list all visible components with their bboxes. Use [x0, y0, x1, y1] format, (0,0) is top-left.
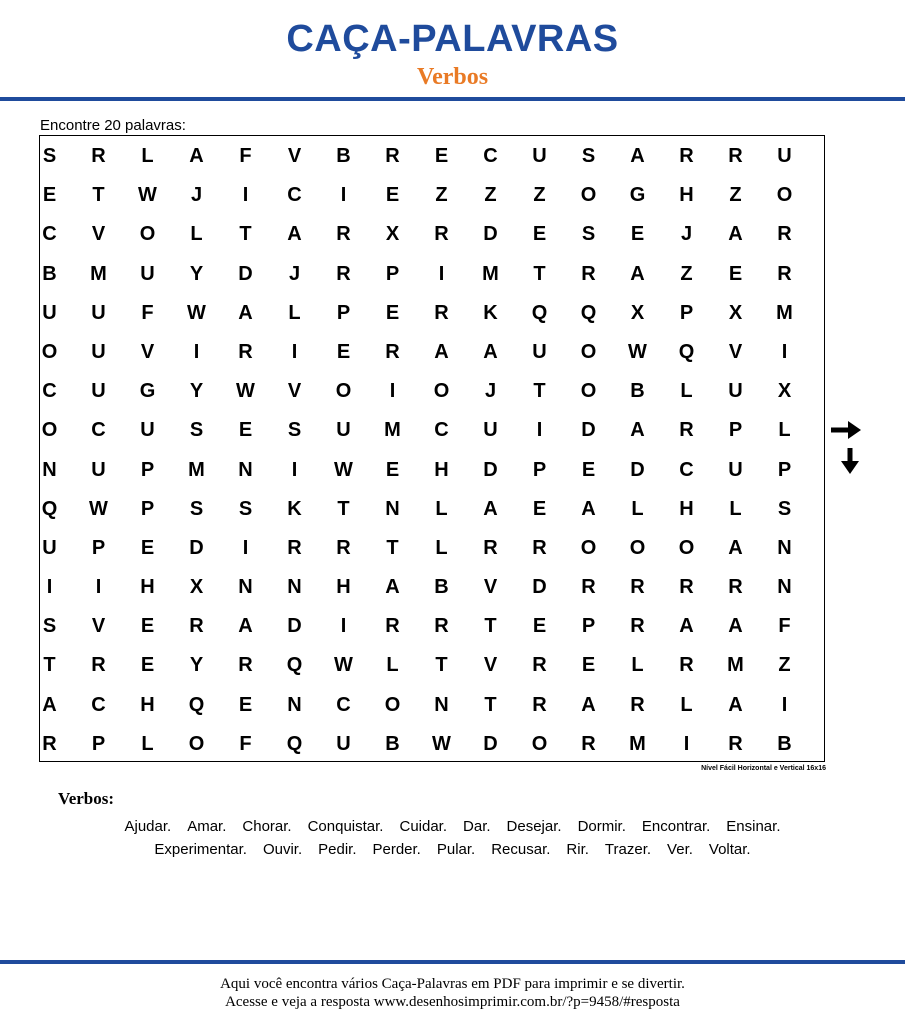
grid-letter: I: [340, 615, 347, 638]
grid-letter: H: [434, 458, 449, 481]
grid-letter: I: [242, 536, 249, 559]
grid-letter: R: [728, 145, 743, 167]
grid-letter: N: [287, 576, 302, 599]
grid-letter: S: [42, 615, 57, 638]
grid-letter: E: [238, 419, 253, 442]
arrow-right-icon: [830, 418, 862, 442]
grid-letter: T: [533, 380, 546, 403]
grid-letter: S: [238, 497, 253, 520]
word-list-item: Ouvir.: [262, 841, 303, 858]
word-list-item: Encontrar.: [641, 818, 711, 835]
grid-letter: E: [434, 145, 449, 167]
grid-letter: P: [91, 732, 106, 755]
grid-letter: S: [42, 145, 57, 167]
grid-letter: U: [91, 301, 106, 324]
grid-letter: O: [433, 380, 450, 403]
word-list-item: Pedir.: [318, 841, 357, 858]
grid-letter: M: [384, 419, 401, 442]
grid-letter: M: [776, 301, 793, 324]
difficulty-note: Nível Fácil Horizontal e Vertical 16x16: [701, 765, 826, 772]
grid-letter: D: [483, 732, 498, 755]
grid-letter: O: [776, 184, 793, 207]
page-subtitle: Verbos: [416, 64, 489, 90]
grid-letter: L: [386, 654, 399, 677]
grid-letter: P: [140, 458, 155, 481]
grid-letter: R: [385, 145, 400, 167]
grid-letter: A: [581, 693, 596, 716]
grid-letter: A: [728, 536, 743, 559]
grid-letter: P: [532, 458, 547, 481]
grid-letter: I: [389, 380, 396, 403]
grid-letter: O: [41, 419, 58, 442]
grid-letter: A: [238, 615, 253, 638]
grid-letter: M: [629, 732, 646, 755]
grid-letter: R: [385, 340, 400, 363]
grid-letter: E: [532, 497, 547, 520]
grid-letter: R: [630, 615, 645, 638]
word-list-item: Ajudar.: [124, 818, 172, 835]
grid-letter: K: [483, 301, 498, 324]
grid-letter: Q: [580, 301, 597, 324]
grid-letter: L: [680, 380, 693, 403]
grid-letter: R: [336, 223, 351, 246]
grid-letter: R: [483, 536, 498, 559]
grid-letter: R: [630, 576, 645, 599]
grid-letter: V: [287, 380, 302, 403]
word-list-item: Voltar.: [708, 841, 751, 858]
grid-letter: B: [385, 732, 400, 755]
grid-letter: P: [777, 458, 792, 481]
grid-letter: L: [141, 145, 154, 167]
grid-letter: M: [727, 654, 744, 677]
grid-letter: E: [630, 223, 645, 246]
grid-letter: E: [385, 458, 400, 481]
grid-letter: X: [189, 576, 204, 599]
word-list-line-2: [0, 841, 905, 858]
grid-letter: U: [483, 419, 498, 442]
grid-letter: O: [580, 536, 597, 559]
grid-letter: A: [189, 145, 204, 167]
grid-letter: R: [581, 732, 596, 755]
grid-letter: U: [42, 536, 57, 559]
grid-letter: L: [190, 223, 203, 246]
grid-letter: U: [140, 419, 155, 442]
grid-letter: V: [483, 654, 498, 677]
grid-letter: C: [434, 419, 449, 442]
grid-letter: A: [728, 615, 743, 638]
grid-letter: O: [335, 380, 352, 403]
grid-letter: L: [729, 497, 742, 520]
page-title: CAÇA-PALAVRAS: [286, 18, 619, 60]
grid-letter: U: [728, 458, 743, 481]
grid-letter: W: [138, 184, 157, 207]
grid-letter: I: [536, 419, 543, 442]
grid-letter: U: [728, 380, 743, 403]
grid-letter: C: [91, 419, 106, 442]
grid-letter: E: [581, 654, 596, 677]
grid-letter: R: [679, 576, 694, 599]
grid-letter: O: [188, 732, 205, 755]
grid-letter: T: [337, 497, 350, 520]
grid-letter: L: [680, 693, 693, 716]
grid-letter: R: [679, 145, 694, 167]
grid-letter: L: [435, 536, 448, 559]
grid-letter: R: [385, 615, 400, 638]
grid-letter: P: [91, 536, 106, 559]
grid-letter: O: [139, 223, 156, 246]
grid-letter: R: [238, 654, 253, 677]
grid-letter: T: [92, 184, 105, 207]
grid-letter: P: [140, 497, 155, 520]
grid-letter: I: [438, 262, 445, 285]
grid-letter: N: [434, 693, 449, 716]
word-list-item: Amar.: [187, 818, 227, 835]
word-list-item: Experimentar.: [154, 841, 247, 858]
grid-letter: B: [336, 145, 351, 167]
grid-letter: A: [630, 419, 645, 442]
grid-letter: Z: [435, 184, 448, 207]
grid-letter: E: [728, 262, 743, 285]
grid-letter: C: [483, 145, 498, 167]
grid-letter: I: [193, 340, 200, 363]
grid-letter: W: [628, 340, 647, 363]
grid-letter: R: [42, 732, 57, 755]
grid-letter: R: [91, 145, 106, 167]
grid-letter: A: [434, 340, 449, 363]
grid-letter: H: [140, 576, 155, 599]
grid-letter: C: [42, 223, 57, 246]
grid-letter: R: [189, 615, 204, 638]
grid-letter: R: [238, 340, 253, 363]
grid-letter: G: [139, 380, 156, 403]
grid-letter: B: [42, 262, 57, 285]
grid-letter: R: [532, 654, 547, 677]
grid-letter: R: [434, 301, 449, 324]
grid-letter: O: [41, 340, 58, 363]
grid-letter: U: [42, 301, 57, 324]
grid-letter: E: [140, 615, 155, 638]
grid-letter: V: [287, 145, 302, 167]
grid-letter: O: [629, 536, 646, 559]
grid-letter: W: [236, 380, 255, 403]
word-list-item: Perder.: [372, 841, 421, 858]
grid-letter: Y: [189, 262, 204, 285]
grid-letter: N: [42, 458, 57, 481]
word-list-line-1: [0, 818, 905, 835]
grid-letter: U: [532, 340, 547, 363]
grid-letter: E: [140, 536, 155, 559]
grid-letter: O: [384, 693, 401, 716]
grid-letter: E: [385, 184, 400, 207]
grid-letter: A: [728, 223, 743, 246]
grid-letter: C: [42, 380, 57, 403]
grid-letter: U: [336, 732, 351, 755]
grid-letter: E: [532, 615, 547, 638]
grid-letter: B: [777, 732, 792, 755]
grid-letter: P: [385, 262, 400, 285]
word-list-item: Dar.: [463, 818, 491, 835]
grid-letter: I: [291, 458, 298, 481]
grid-letter: D: [630, 458, 645, 481]
word-list-item: Pular.: [436, 841, 476, 858]
grid-letter: A: [483, 340, 498, 363]
grid-letter: D: [287, 615, 302, 638]
grid-letter: P: [581, 615, 596, 638]
grid-letter: C: [91, 693, 106, 716]
grid-letter: R: [728, 732, 743, 755]
grid-letter: N: [238, 458, 253, 481]
grid-letter: P: [728, 419, 743, 442]
grid-letter: Z: [729, 184, 742, 207]
grid-letter: R: [728, 576, 743, 599]
grid-letter: D: [189, 536, 204, 559]
instruction-text: Encontre 20 palavras:: [40, 117, 186, 134]
grid-letter: D: [238, 262, 253, 285]
word-list-item: Ensinar.: [726, 818, 781, 835]
grid-letter: T: [533, 262, 546, 285]
grid-letter: N: [287, 693, 302, 716]
grid-letter: W: [89, 497, 108, 520]
grid-letter: W: [432, 732, 451, 755]
grid-letter: L: [631, 654, 644, 677]
grid-letter: A: [42, 693, 57, 716]
grid-letter: H: [140, 693, 155, 716]
grid-letter: S: [581, 145, 596, 167]
grid-letter: X: [777, 380, 792, 403]
grid-letter: E: [581, 458, 596, 481]
footer-link-text: Acesse e veja a resposta www.desenhosimprimir.com.br/?p=9458/#resposta: [225, 994, 680, 1010]
grid-letter: R: [679, 654, 694, 677]
grid-letter: H: [679, 184, 694, 207]
grid-letter: R: [630, 693, 645, 716]
grid-letter: D: [483, 223, 498, 246]
grid-letter: J: [680, 223, 693, 246]
grid-letter: M: [482, 262, 499, 285]
top-divider: [0, 97, 905, 101]
grid-letter: R: [777, 223, 792, 246]
grid-letter: U: [91, 380, 106, 403]
grid-letter: V: [483, 576, 498, 599]
grid-letter: F: [239, 145, 252, 167]
word-list-item: Cuidar.: [399, 818, 448, 835]
grid-letter: S: [581, 223, 596, 246]
grid-letter: Y: [189, 380, 204, 403]
grid-letter: N: [385, 497, 400, 520]
grid-letter: D: [483, 458, 498, 481]
grid-letter: T: [484, 615, 497, 638]
grid-letter: A: [238, 301, 253, 324]
grid-letter: L: [288, 301, 301, 324]
word-list-item: Ver.: [667, 841, 693, 858]
grid-letter: A: [385, 576, 400, 599]
grid-letter: U: [777, 145, 792, 167]
grid-letter: G: [629, 184, 646, 207]
grid-letter: O: [531, 732, 548, 755]
grid-letter: E: [532, 223, 547, 246]
grid-letter: A: [728, 693, 743, 716]
grid-letter: A: [679, 615, 694, 638]
grid-letter: I: [242, 184, 249, 207]
grid-letter: W: [334, 458, 353, 481]
grid-letter: L: [141, 732, 154, 755]
grid-letter: N: [238, 576, 253, 599]
grid-letter: O: [580, 380, 597, 403]
grid-letter: S: [287, 419, 302, 442]
grid-letter: U: [91, 340, 106, 363]
grid-letter: B: [630, 380, 645, 403]
grid-letter: V: [140, 340, 155, 363]
arrow-down-icon: [838, 447, 862, 475]
grid-letter: E: [42, 184, 57, 207]
grid-letter: I: [95, 576, 102, 599]
grid-letter: H: [679, 497, 694, 520]
grid-letter: R: [434, 615, 449, 638]
grid-letter: J: [484, 380, 497, 403]
grid-letter: Q: [286, 654, 303, 677]
grid-letter: I: [46, 576, 53, 599]
grid-letter: N: [777, 536, 792, 559]
grid-letter: X: [385, 223, 400, 246]
grid-letter: T: [484, 693, 497, 716]
grid-letter: P: [679, 301, 694, 324]
grid-letter: Q: [678, 340, 695, 363]
grid-letter: R: [336, 536, 351, 559]
grid-letter: R: [532, 693, 547, 716]
grid-letter: W: [334, 654, 353, 677]
grid-letter: C: [287, 184, 302, 207]
grid-letter: V: [728, 340, 743, 363]
bottom-divider: [0, 960, 905, 964]
grid-letter: A: [630, 145, 645, 167]
word-list-item: Chorar.: [242, 818, 292, 835]
grid-letter: U: [140, 262, 155, 285]
grid-letter: I: [291, 340, 298, 363]
grid-letter: R: [434, 223, 449, 246]
grid-letter: O: [580, 184, 597, 207]
grid-letter: Q: [286, 732, 303, 755]
grid-letter: Q: [531, 301, 548, 324]
grid-letter: R: [91, 654, 106, 677]
grid-letter: Z: [484, 184, 497, 207]
grid-letter: I: [781, 693, 788, 716]
grid-letter: E: [238, 693, 253, 716]
grid-letter: H: [336, 576, 351, 599]
grid-letter: T: [435, 654, 448, 677]
grid-letter: T: [43, 654, 56, 677]
grid-letter: F: [778, 615, 791, 638]
grid-letter: T: [239, 223, 252, 246]
grid-letter: Z: [533, 184, 546, 207]
grid-letter: O: [580, 340, 597, 363]
grid-letter: U: [532, 145, 547, 167]
grid-letter: V: [91, 223, 106, 246]
grid-letter: C: [336, 693, 351, 716]
grid-letter: A: [581, 497, 596, 520]
word-list-item: Desejar.: [506, 818, 562, 835]
grid-letter: Q: [41, 497, 58, 520]
grid-letter: U: [91, 458, 106, 481]
grid-letter: R: [287, 536, 302, 559]
grid-letter: V: [91, 615, 106, 638]
grid-letter: L: [631, 497, 644, 520]
grid-letter: X: [630, 301, 645, 324]
grid-letter: M: [90, 262, 107, 285]
grid-letter: S: [189, 497, 204, 520]
grid-letter: B: [434, 576, 449, 599]
grid-letter: R: [679, 419, 694, 442]
letter-grid: [41, 137, 827, 764]
grid-letter: E: [140, 654, 155, 677]
grid-letter: I: [683, 732, 690, 755]
grid-letter: I: [781, 340, 788, 363]
grid-letter: Y: [189, 654, 204, 677]
grid-letter: W: [187, 301, 206, 324]
grid-letter: K: [287, 497, 302, 520]
grid-letter: A: [483, 497, 498, 520]
grid-letter: E: [385, 301, 400, 324]
grid-letter: P: [336, 301, 351, 324]
grid-letter: R: [581, 576, 596, 599]
grid-letter: D: [532, 576, 547, 599]
grid-letter: O: [678, 536, 695, 559]
grid-letter: U: [336, 419, 351, 442]
grid-letter: L: [435, 497, 448, 520]
grid-letter: C: [679, 458, 694, 481]
grid-letter: S: [777, 497, 792, 520]
grid-letter: E: [336, 340, 351, 363]
grid-letter: R: [532, 536, 547, 559]
grid-letter: A: [287, 223, 302, 246]
word-list-heading: Verbos:: [58, 789, 115, 808]
grid-letter: T: [386, 536, 399, 559]
grid-letter: F: [141, 301, 154, 324]
grid-letter: D: [581, 419, 596, 442]
word-list-item: Recusar.: [491, 841, 551, 858]
grid-letter: R: [581, 262, 596, 285]
grid-letter: F: [239, 732, 252, 755]
word-list-item: Rir.: [566, 841, 589, 858]
footer-text: Aqui você encontra vários Caça-Palavras em PDF para imprimir e se divertir.: [220, 976, 685, 992]
grid-letter: L: [778, 419, 791, 442]
grid-letter: X: [728, 301, 743, 324]
word-list-item: Trazer.: [604, 841, 652, 858]
grid-letter: M: [188, 458, 205, 481]
grid-letter: I: [340, 184, 347, 207]
grid-letter: J: [288, 262, 301, 285]
grid-letter: Q: [188, 693, 205, 716]
grid-letter: R: [336, 262, 351, 285]
grid-letter: Z: [680, 262, 693, 285]
word-list-item: Conquistar.: [307, 818, 384, 835]
word-list-item: Dormir.: [577, 818, 626, 835]
grid-letter: A: [630, 262, 645, 285]
grid-letter: S: [189, 419, 204, 442]
grid-letter: Z: [778, 654, 791, 677]
grid-letter: N: [777, 576, 792, 599]
grid-letter: J: [190, 184, 203, 207]
grid-letter: R: [777, 262, 792, 285]
